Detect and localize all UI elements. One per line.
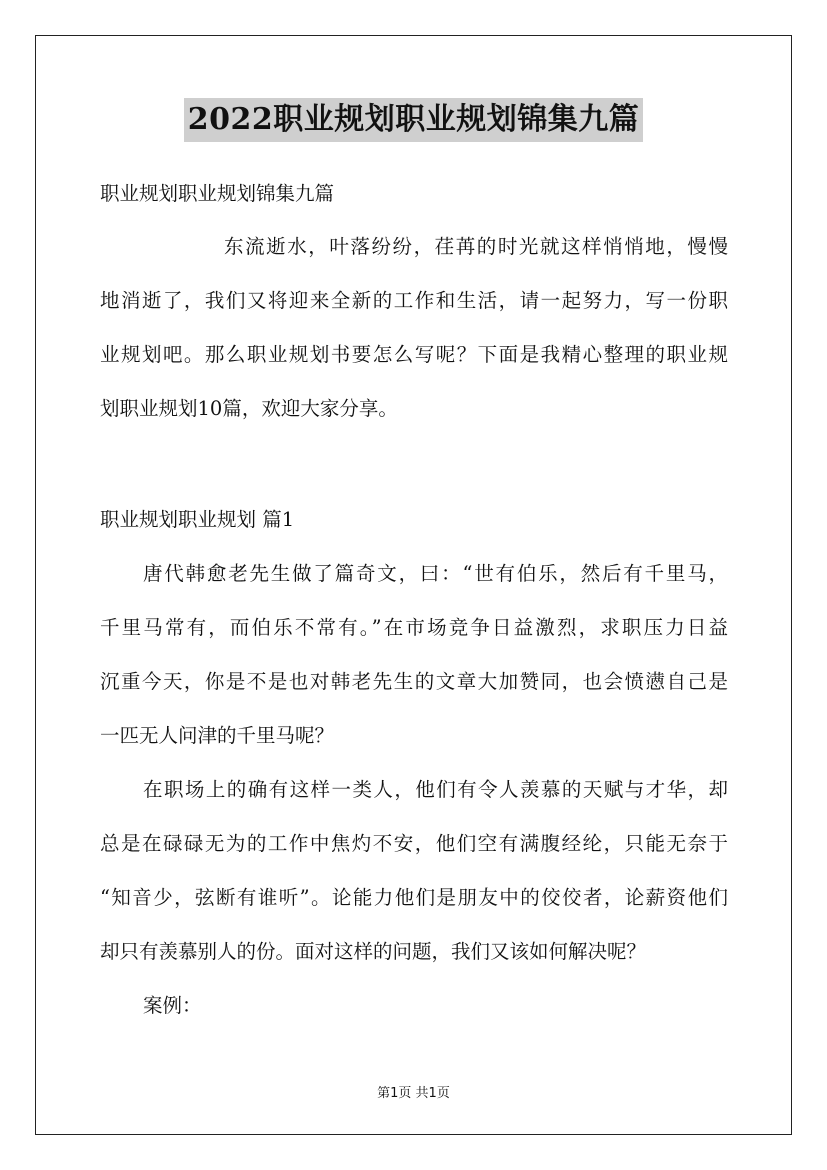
para1-line-1: 唐代韩愈老先生做了篇奇文，曰：“世有伯乐，然后有千里马， xyxy=(143,562,728,585)
intro-line-1: 东流逝水，叶落纷纷，荏苒的时光就这样悄悄地，慢慢 xyxy=(224,235,728,258)
para1-line-4: 一匹无人问津的千里马呢？ xyxy=(100,724,335,747)
intro-line-2: 地消逝了，我们又将迎来全新的工作和生活，请一起努力，写一份职 xyxy=(100,289,728,312)
document-title-wrap xyxy=(0,98,827,142)
intro-line-4: 划职业规划10篇，欢迎大家分享。 xyxy=(100,397,398,420)
para2-line-2: 总是在碌碌无为的工作中焦灼不安，他们空有满腹经纶，只能无奈于 xyxy=(100,832,728,855)
document-title: 2022职业规划职业规划锦集九篇 xyxy=(184,98,644,142)
para2-line-4: 却只有羡慕别人的份。面对这样的问题，我们又该如何解决呢？ xyxy=(100,940,647,963)
para1-line-3: 沉重今天，你是不是也对韩老先生的文章大加赞同，也会愤懑自己是 xyxy=(100,670,728,693)
page-footer: 第1页 共1页 xyxy=(377,1086,450,1101)
case-label: 案例： xyxy=(143,994,202,1017)
para2-line-3: “知音少，弦断有谁听”。论能力他们是朋友中的佼佼者，论薪资他们 xyxy=(100,886,728,909)
intro-line-3: 业规划吧。那么职业规划书要怎么写呢？下面是我精心整理的职业规 xyxy=(100,343,728,366)
subtitle: 职业规划职业规划锦集九篇 xyxy=(100,182,335,205)
section-heading: 职业规划职业规划 篇1 xyxy=(100,508,295,531)
para2-line-1: 在职场上的确有这样一类人，他们有令人羡慕的天赋与才华，却 xyxy=(143,778,728,801)
para1-line-2: 千里马常有，而伯乐不常有。”在市场竞争日益激烈，求职压力日益 xyxy=(100,616,728,639)
